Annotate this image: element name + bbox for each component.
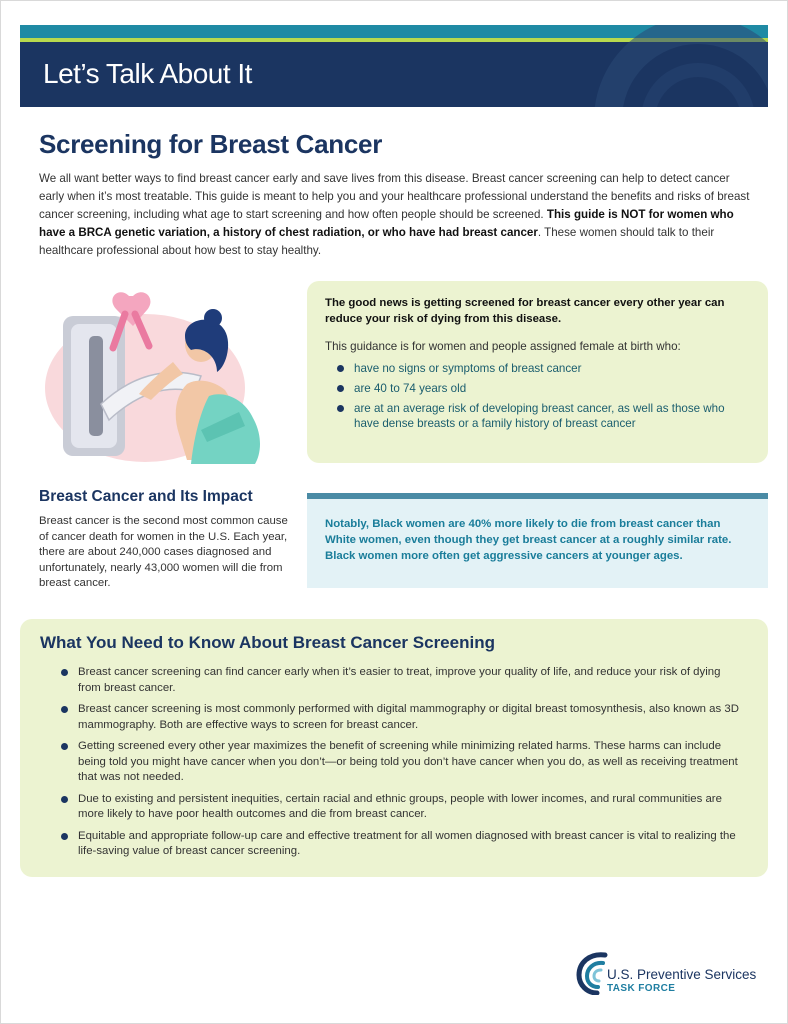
key-fact-text: Breast cancer screening is most commonly performed with digital mammography or digital breast tomosynthesis, also known as 3D mammography. Both are effective ways to screen for breast cancer. [78,703,739,731]
bullet-icon [61,796,68,803]
key-fact-item [40,829,748,860]
disparity-callout [307,493,768,588]
intro-paragraph [39,170,751,260]
bullet-icon [61,669,68,676]
page-title: Screening for Breast Cancer [39,129,383,159]
header-banner [20,25,768,107]
key-fact-item [40,665,748,696]
uspstf-swirl-icon [575,949,609,995]
key-fact-text: Equitable and appropriate follow-up care and effective treatment for all women diagnosed with breast cancer is vital to realizing the life-saving value of breast cancer screening. [78,829,736,857]
bullet-icon [337,365,344,372]
eligibility-item [325,381,750,396]
header-title: Let’s Talk About It [43,58,252,89]
key-fact-text: Due to existing and persistent inequities, certain racial and ethnic groups, people with lower incomes, and rural communities are more likely to have poor health outcomes and die from breast cancer. [78,792,722,820]
intro-bold-text: This guide is NOT for women who have a BRCA genetic variation, a history of chest radiation, or who have had breast cancer [39,208,734,239]
eligibility-item-text: are at an average risk of developing breast cancer, as well as those who have dense breasts or a family history of breast cancer [354,402,725,430]
impact-heading: Breast Cancer and Its Impact [39,488,253,505]
logo-name: U.S. Preventive Services [607,967,757,982]
eligibility-item-text: are 40 to 74 years old [354,382,467,395]
eligibility-list [325,361,750,431]
disparity-callout-text: Notably, Black women are 40% more likely to die from breast cancer than White women, even though they get breast cancer at a roughly similar rate. Black women more often get aggressive cancers at younger ages. [325,518,732,562]
good-news-subtext: This guidance is for women and people assigned female at birth who: [325,340,681,353]
good-news-panel [307,281,768,463]
eligibility-item [325,401,750,431]
bullet-icon [61,833,68,840]
key-fact-text: Breast cancer screening can find cancer early when it’s easier to treat, improve your quality of life, and reduce your risk of dying from breast cancer. [78,666,721,694]
key-fact-item [40,702,748,733]
uspstf-logo [575,949,755,997]
key-fact-item [40,739,748,786]
mammogram-illustration [41,284,281,469]
intro-text-end: . These women should talk to their healthcare professional about how best to stay healthy. [39,226,715,257]
impact-paragraph: Breast cancer is the second most common cause of cancer death for women in the U.S. Each year, there are about 240,000 cases diagnosed and unfortunately, nearly 43,000 women will die from breast cancer. [39,515,288,589]
bullet-icon [61,706,68,713]
key-facts-heading: What You Need to Know About Breast Cancer Screening [40,633,495,652]
eligibility-item [325,361,750,376]
key-facts-panel [20,619,768,877]
logo-subname: TASK FORCE [607,983,676,994]
key-facts-list [40,665,748,860]
intro-text: We all want better ways to find breast cancer early and save lives from this disease. Breast cancer screening can help to detect cancer early when it’s most treatable. This guide is meant to help you and your healthcare professional understand the benefits and risks of breast cancer screening, including what age to start screening and how often people should be screened. [39,172,750,221]
header-swoosh-decoration [508,25,768,107]
bullet-icon [61,743,68,750]
key-fact-item [40,792,748,823]
eligibility-item-text: have no signs or symptoms of breast cancer [354,362,582,375]
bullet-icon [337,385,344,392]
key-fact-text: Getting screened every other year maximizes the benefit of screening while minimizing related harms. These harms can include being told you might have cancer when you don’t—or being told you don’t have cancer when you do, as well as receiving treatment that was not needed. [78,740,738,783]
good-news-lead: The good news is getting screened for breast cancer every other year can reduce your risk of dying from this disease. [325,297,725,325]
bullet-icon [337,405,344,412]
